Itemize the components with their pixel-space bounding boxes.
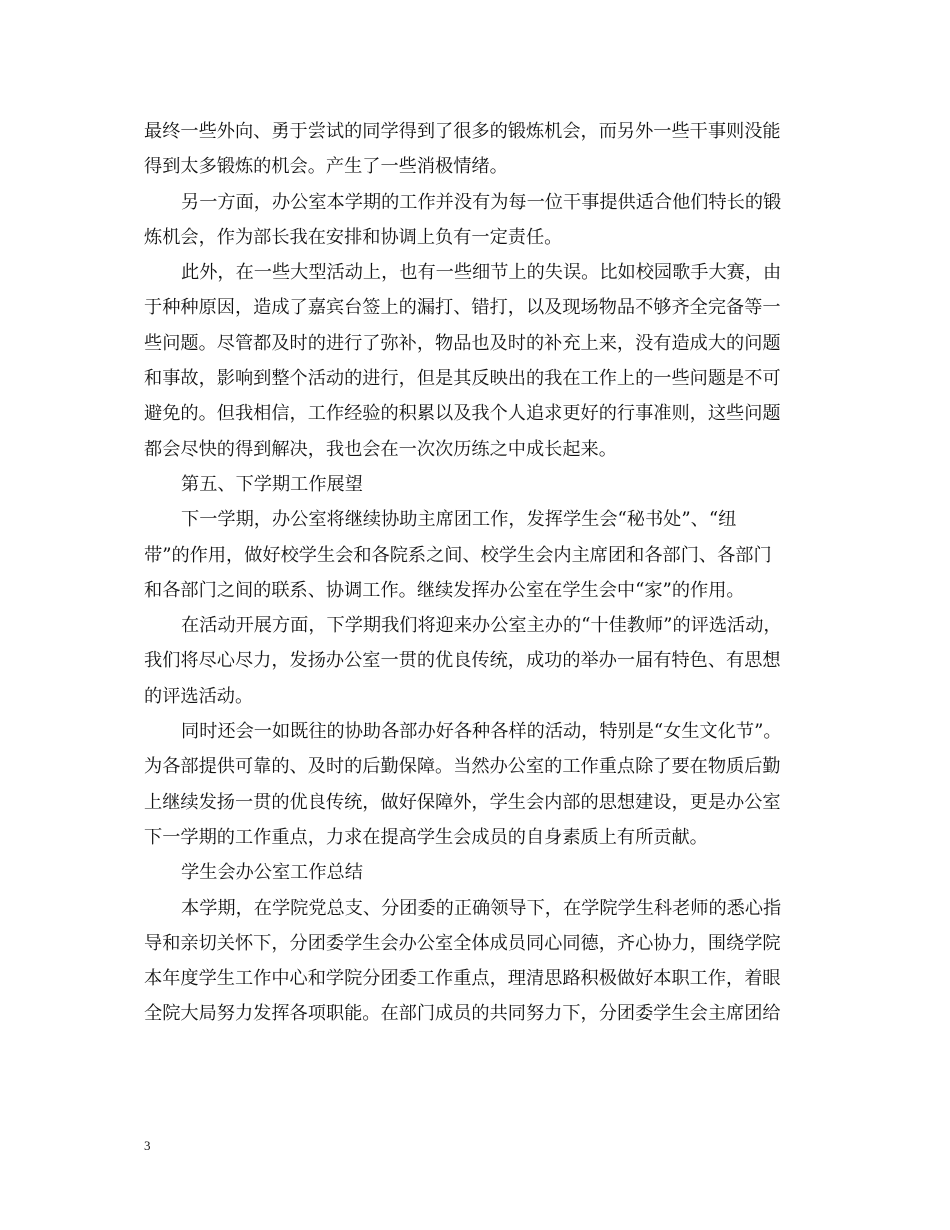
text-line: 避免的。但我相信，工作经验的积累以及我个人追求更好的行事准则，这些问题 bbox=[144, 403, 781, 425]
text-line: 带”的作用，做好校学生会和各院系之间、校学生会内主席团和各部门、各部门 bbox=[144, 544, 772, 566]
document-body bbox=[144, 114, 808, 1032]
text-line: 得到太多锻炼的机会。产生了一些消极情绪。 bbox=[144, 156, 508, 178]
text-line: 炼机会，作为部长我在安排和协调上负有一定责任。 bbox=[144, 226, 563, 248]
text-line: 些问题。尽管都及时的进行了弥补，物品也及时的补充上来，没有造成大的问题 bbox=[144, 332, 781, 354]
text-line: 和事故，影响到整个活动的进行，但是其反映出的我在工作上的一些问题是不可 bbox=[144, 368, 781, 390]
text-line: 同时还会一如既往的协助各部办好各种各样的活动，特别是“女生文化节”。 bbox=[181, 721, 782, 743]
text-line: 下一学期的工作重点，力求在提高学生会成员的自身素质上有所贡献。 bbox=[144, 826, 708, 848]
text-line: 于种种原因，造成了嘉宾台签上的漏打、错打，以及现场物品不够齐全完备等一 bbox=[144, 297, 781, 319]
text-line: 学生会办公室工作总结 bbox=[181, 862, 363, 884]
text-line: 本学期，在学院党总支、分团委的正确领导下，在学院学生科老师的悉心指 bbox=[181, 897, 782, 919]
text-line: 导和亲切关怀下，分团委学生会办公室全体成员同心同德，齐心协力，围绕学院 bbox=[144, 932, 781, 954]
text-line: 另一方面，办公室本学期的工作并没有为每一位干事提供适合他们特长的锻 bbox=[181, 191, 782, 213]
text-line: 全院大局努力发挥各项职能。在部门成员的共同努力下，分团委学生会主席团给 bbox=[144, 1003, 781, 1025]
text-line: 我们将尽心尽力，发扬办公室一贯的优良传统，成功的举办一届有特色、有思想 bbox=[144, 650, 781, 672]
text-line: 的评选活动。 bbox=[144, 685, 254, 707]
text-line: 上继续发扬一贯的优良传统，做好保障外，学生会内部的思想建设，更是办公室 bbox=[144, 791, 781, 813]
text-line: 在活动开展方面，下学期我们将迎来办公室主办的“十佳教师”的评选活动， bbox=[181, 615, 782, 637]
text-line: 此外，在一些大型活动上，也有一些细节上的失误。比如校园歌手大赛，由 bbox=[181, 262, 782, 284]
text-line: 下一学期，办公室将继续协助主席团工作，发挥学生会“秘书处”、“纽 bbox=[181, 509, 737, 531]
text-line: 和各部门之间的联系、协调工作。继续发挥办公室在学生会中“家”的作用。 bbox=[144, 579, 745, 601]
text-line: 第五、下学期工作展望 bbox=[181, 473, 363, 495]
text-line: 本年度学生工作中心和学院分团委工作重点，理清思路积极做好本职工作，着眼 bbox=[144, 968, 781, 990]
page-number: 3 bbox=[144, 1138, 151, 1153]
text-line: 为各部提供可靠的、及时的后勤保障。当然办公室的工作重点除了要在物质后勤 bbox=[144, 756, 781, 778]
text-line: 最终一些外向、勇于尝试的同学得到了很多的锻炼机会，而另外一些干事则没能 bbox=[144, 121, 781, 142]
text-line: 都会尽快的得到解决，我也会在一次次历练之中成长起来。 bbox=[144, 438, 617, 460]
